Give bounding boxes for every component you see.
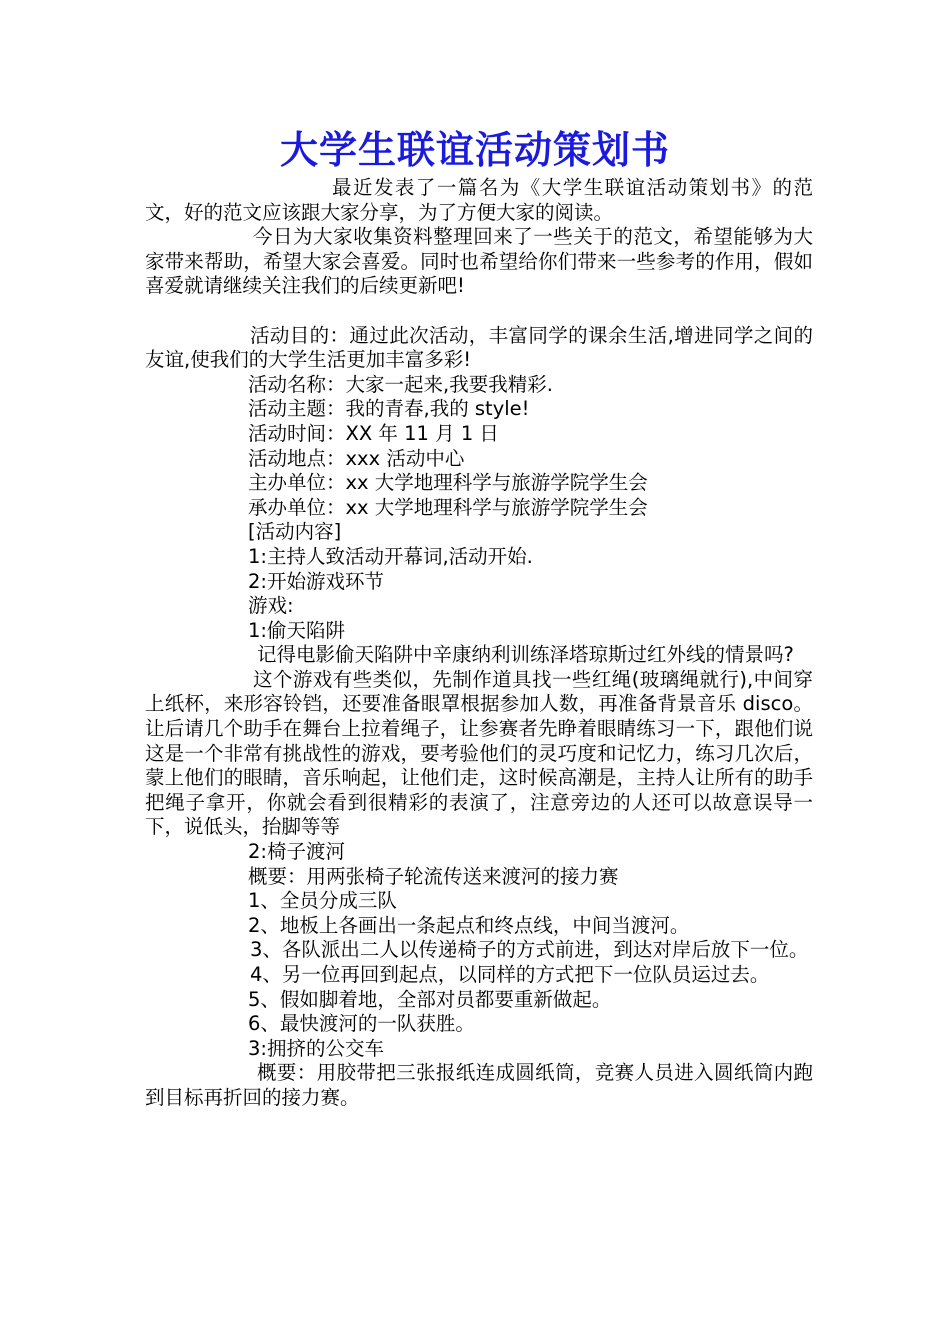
document-title: 大学生联谊活动策划书: [279, 127, 670, 172]
activity-organizer: 主办单位：xx 大学地理科学与旅游学院学生会: [248, 471, 648, 495]
game-1-paragraph-2: 这个游戏有些类似，先制作道具找一些红绳(玻璃绳就行),中间穿上纸杯，来形容铃铛，还要准备眼罩根据参加人数，再准备背景音乐 disco。让后请几个助手在舞台上拉着绳子，让参赛者先睁着眼睛练习一下，跟他们说这是一个非常有挑战性的游戏，要考验他们的灵巧度和记忆力，练习几次后，蒙上他们的眼睛，音乐响起，让他们走，这时候高潮是，主持人让所有的助手把绳子拿开，你就会看到很精彩的表演了，注意旁边的人还可以故意误导一下，说低头，抬脚等等: [145, 667, 813, 839]
activity-name: 活动名称：大家一起来,我要我精彩.: [248, 372, 553, 396]
intro-paragraph-2: 今日为大家收集资料整理回来了一些关于的范文，希望能够为大家带来帮助，希望大家会喜爱。同时也希望给你们带来一些参考的作用，假如喜爱就请继续关注我们的后续更新吧!: [145, 225, 813, 298]
game-2-title: 2:椅子渡河: [248, 840, 345, 864]
game-3-title: 3:拥挤的公交车: [248, 1036, 384, 1060]
step-1: 1:主持人致活动开幕词,活动开始.: [248, 544, 533, 568]
content-heading: [活动内容]: [248, 520, 342, 544]
activity-place: 活动地点：xxx 活动中心: [248, 446, 465, 470]
activity-theme: 活动主题：我的青春,我的 style!: [248, 397, 530, 421]
step-2: 2:开始游戏环节: [248, 569, 384, 593]
activity-time: 活动时间：XX 年 11 月 1 日: [248, 421, 499, 445]
game-2-rule-6: 6、最快渡河的一队获胜。: [248, 1012, 475, 1036]
game-2-summary: 概要：用两张椅子轮流传送来渡河的接力赛: [248, 864, 619, 888]
game-2-rule-1: 1、全员分成三队: [248, 889, 397, 913]
game-1-title: 1:偷天陷阱: [248, 618, 345, 642]
games-label: 游戏:: [248, 594, 294, 618]
intro-paragraph-1: 最近发表了一篇名为《大学生联谊活动策划书》的范文，好的范文应该跟大家分享，为了方便大家的阅读。: [145, 176, 813, 224]
game-2-rule-5: 5、假如脚着地，全部对员都要重新做起。: [248, 987, 612, 1011]
game-2-rule-2: 2、地板上各画出一条起点和终点线，中间当渡河。: [248, 913, 690, 937]
game-2-rule-4: 4、另一位再回到起点，以同样的方式把下一位队员运过去。: [250, 963, 770, 986]
game-1-paragraph-1: 记得电影偷天陷阱中辛康纳利训练泽塔琼斯过红外线的情景吗?: [257, 643, 794, 667]
game-2-rule-3: 3、各队派出二人以传递椅子的方式前进，到达对岸后放下一位。: [250, 938, 809, 962]
game-3-summary: 概要：用胶带把三张报纸连成圆纸筒，竞赛人员进入圆纸筒内跑到目标再折回的接力赛。: [145, 1061, 813, 1109]
blank-line: [145, 299, 813, 324]
document-body: [145, 176, 813, 1111]
activity-undertaker: 承办单位：xx 大学地理科学与旅游学院学生会: [248, 495, 648, 519]
activity-purpose: 活动目的：通过此次活动，丰富同学的课余生活,增进同学之间的友谊,使我们的大学生活更加丰富多彩!: [145, 323, 813, 372]
